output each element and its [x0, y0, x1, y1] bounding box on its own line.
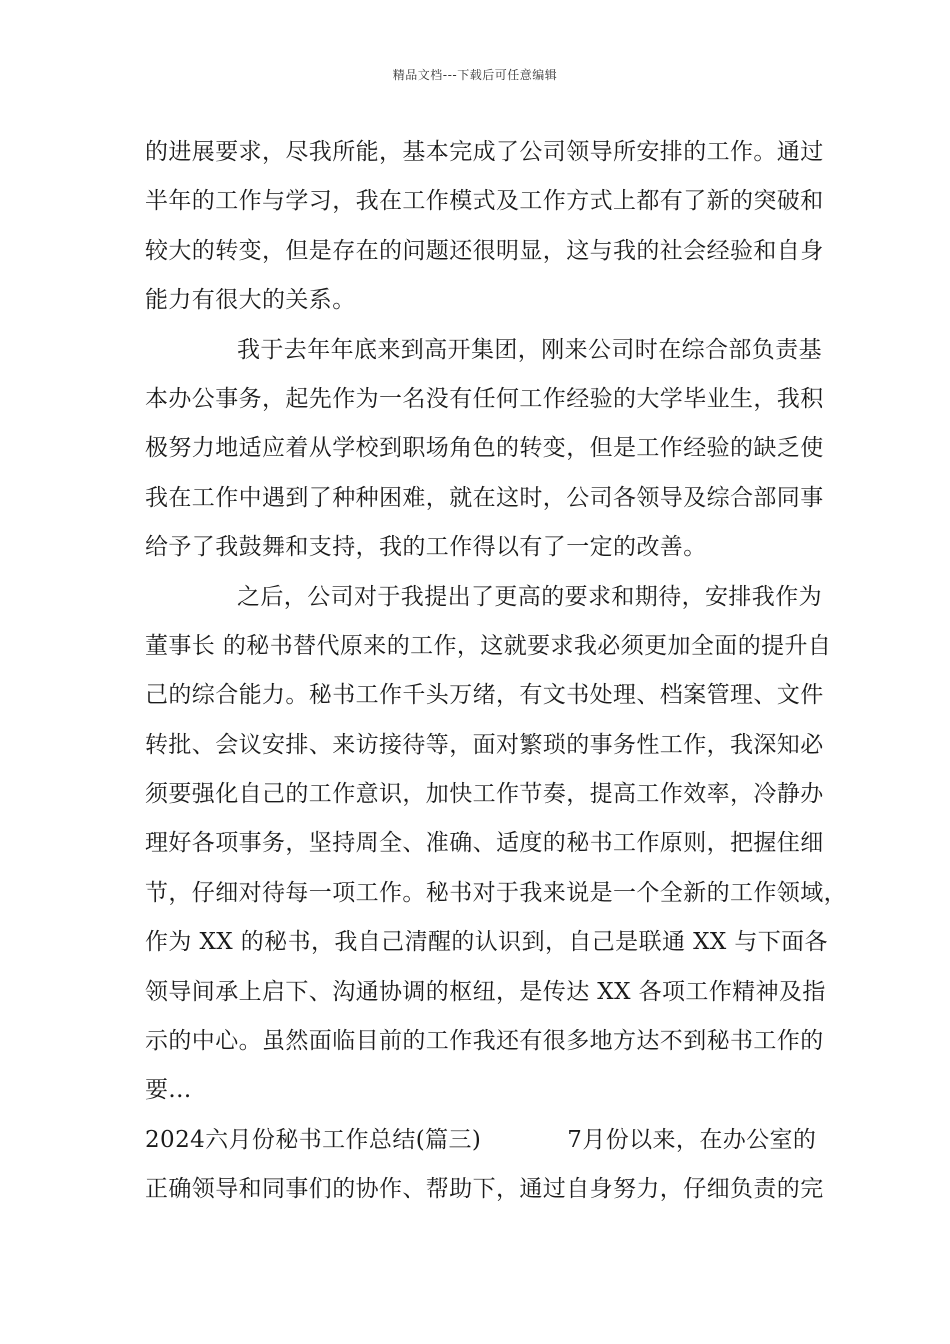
text-line: 我在工作中遇到了种种困难，就在这时，公司各领导及综合部同事	[145, 484, 824, 511]
text-line: 给予了我鼓舞和支持，我的工作得以有了一定的改善。	[145, 534, 707, 561]
text-line: 的进展要求，尽我所能，基本完成了公司领导所安排的工作。通过	[145, 139, 824, 165]
text-line: 极努力地适应着从学校到职场角色的转变，但是工作经验的缺乏使	[145, 435, 824, 462]
text-line: 较大的转变，但是存在的问题还很明显，这与我的社会经验和自身	[145, 237, 824, 264]
text-line: 本办公事务，起先作为一名没有任何工作经验的大学毕业生，我积	[145, 385, 824, 412]
text-line: 正确领导和同事们的协作、帮助下，通过自身努力，仔细负责的完	[145, 1176, 824, 1203]
text-line: 作为 XX 的秘书，我自己清醒的认识到，自己是联通 XX 与下面各	[145, 929, 828, 956]
text-line: 领导间承上启下、沟通协调的枢纽，是传达 XX 各项工作精神及指	[145, 978, 826, 1005]
section-continuation: 7月份以来，在办公室的	[567, 1126, 817, 1153]
text-line: 董事长 的秘书替代原来的工作，这就要求我必须更加全面的提升自	[145, 632, 832, 659]
page-header: 精品文档---下载后可任意编辑	[392, 68, 558, 82]
text-line: 己的综合能力。秘书工作千头万绪，有文书处理、档案管理、文件	[145, 682, 824, 709]
text-line: 要...	[145, 1077, 192, 1104]
paragraph-start-line: 之后，公司对于我提出了更高的要求和期待，安排我作为	[237, 583, 822, 610]
text-line: 示的中心。虽然面临目前的工作我还有很多地方达不到秘书工作的	[145, 1028, 824, 1055]
text-line: 半年的工作与学习，我在工作模式及工作方式上都有了新的突破和	[145, 188, 824, 215]
section-heading-line	[145, 1116, 817, 1165]
text-line: 转批、会议安排、来访接待等，面对繁琐的事务性工作，我深知必	[145, 731, 824, 758]
paragraph-start-line: 我于去年年底来到高开集团，刚来公司时在综合部负责基	[237, 336, 822, 363]
text-line: 能力有很大的关系。	[145, 287, 356, 314]
text-line: 须要强化自己的工作意识，加快工作节奏，提高工作效率，冷静办	[145, 781, 824, 808]
text-line: 理好各项事务，坚持周全、准确、适度的秘书工作原则，把握住细	[145, 830, 824, 857]
text-line: 节，仔细对待每一项工作。秘书对于我来说是一个全新的工作领域，	[145, 879, 847, 906]
section-title: 2024六月份秘书工作总结(篇三)	[145, 1126, 482, 1153]
document-body	[145, 128, 847, 1215]
